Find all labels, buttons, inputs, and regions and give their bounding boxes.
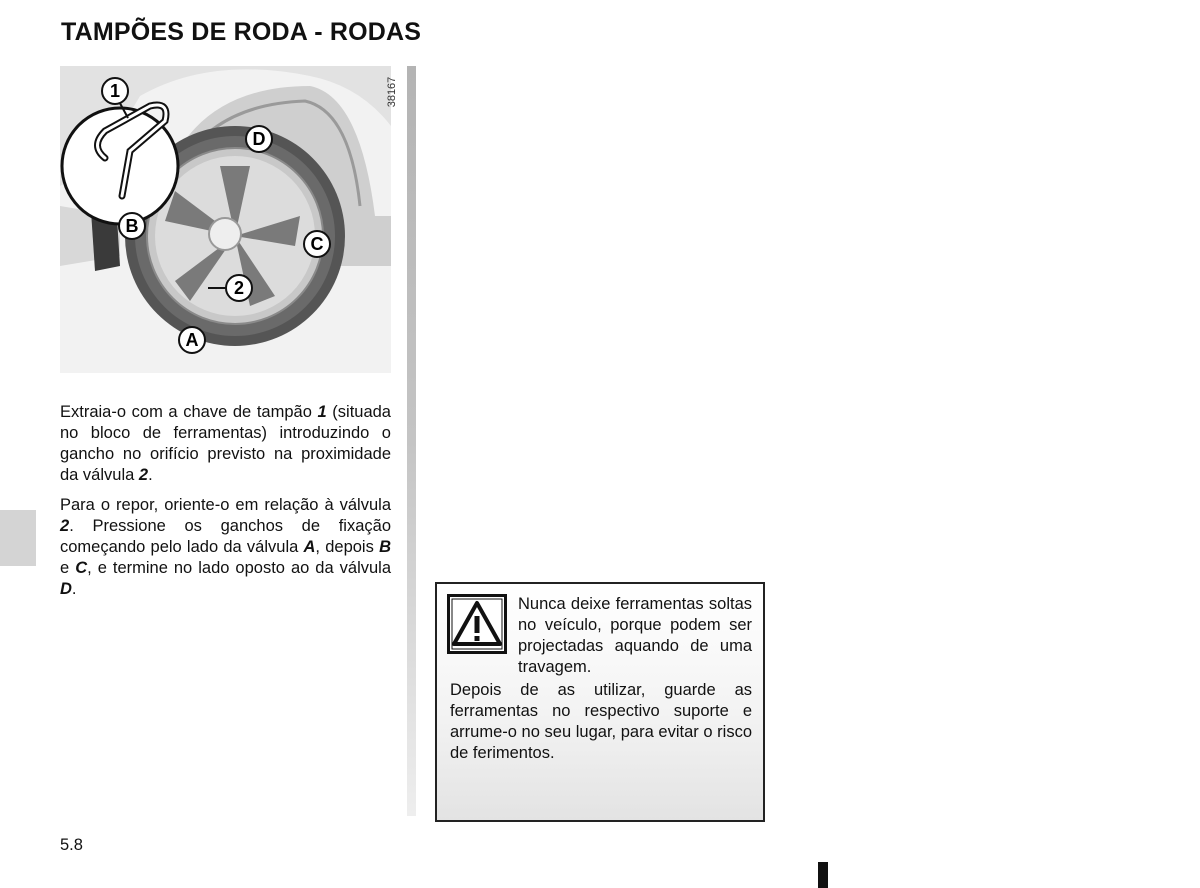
warning-box <box>435 582 765 822</box>
callout-a <box>179 327 205 353</box>
svg-text:B: B <box>125 216 139 236</box>
image-code: 38167 <box>386 76 398 108</box>
column-divider <box>407 66 416 816</box>
wheel-trim-illustration <box>60 66 398 373</box>
svg-text:1: 1 <box>109 81 121 101</box>
callout-b <box>119 213 145 239</box>
warning-lead-text: Nunca deixe ferramentas soltas no veículo, porque podem ser projectadas aquando de uma travagem. <box>518 595 752 676</box>
page-edge-mark <box>818 862 828 888</box>
page-title: TAMPÕES DE RODA - RODAS <box>61 18 422 46</box>
svg-text:D: D <box>252 129 266 149</box>
callout-2 <box>226 275 252 301</box>
chapter-side-tab <box>0 510 36 566</box>
page-number: 5.8 <box>60 836 83 854</box>
svg-text:2: 2 <box>233 278 245 298</box>
svg-text:C: C <box>310 234 324 254</box>
paragraph-remove-trim: Extraia-o com a chave de tampão 1 (situada no bloco de ferramentas) introduzindo o gancho no orifício previsto na proximidade da válvula 2. <box>60 403 391 484</box>
svg-text:A: A <box>185 330 199 350</box>
warning-body-text: Depois de as utilizar, guarde as ferramentas no respectivo suporte e arrume-o no seu lugar, para evitar o risco de ferimentos. <box>450 681 752 762</box>
paragraph-refit-trim: Para o repor, oriente-o em relação à válvula 2. Pressione os ganchos de fixação começando pelo lado da válvula A, depois B e C, e termine no lado oposto ao da válvula D. <box>60 496 392 598</box>
callout-1 <box>102 78 128 104</box>
warning-triangle-icon <box>447 594 507 654</box>
callout-c <box>304 231 330 257</box>
callout-d <box>246 126 272 152</box>
